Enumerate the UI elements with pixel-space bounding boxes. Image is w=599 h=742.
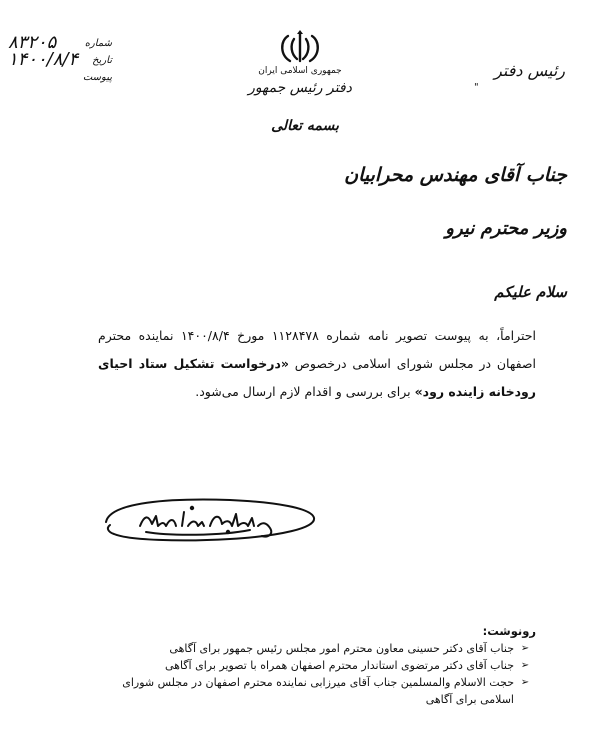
- cc-heading: رونوشت:: [482, 624, 536, 638]
- handwritten-signature: [100, 492, 320, 552]
- cc-item-text: جناب آقای دکتر مرتضوی استاندار محترم اصفهان همراه با تصویر برای آگاهی: [164, 659, 514, 672]
- arrow-bullet-icon: ➢: [520, 660, 530, 671]
- body-text-part2: برای بررسی و اقدام لازم ارسال می‌شود.: [195, 384, 415, 399]
- cc-section: [98, 624, 536, 708]
- registration-block: [4, 32, 116, 87]
- arrow-bullet-icon: ➢: [520, 677, 530, 688]
- cc-item-text: جناب آقای دکتر حسینی معاون محترم امور مجلس رئیس جمهور برای آگاهی: [169, 642, 514, 655]
- registration-date-label: تاریخ: [92, 55, 112, 66]
- letterhead-office: دفتر رئیس جمهور: [248, 80, 352, 96]
- cc-list-item: [98, 640, 536, 657]
- recipient-office-note: رئیس دفتر: [494, 61, 565, 80]
- registration-number-label: شماره: [84, 38, 112, 49]
- registration-attachment-row: [4, 70, 116, 87]
- body-subject-bold: «درخواست تشکیل ستاد احیای رودخانه زاینده رود»: [98, 356, 536, 399]
- cc-list-item: [98, 657, 536, 674]
- quote-mark: ": [474, 82, 479, 93]
- salutation: سلام علیکم: [494, 283, 567, 301]
- cc-list-item: [98, 674, 536, 708]
- addressee-name: جناب آقای مهندس محرابیان: [344, 164, 567, 186]
- registration-attachment-label: پیوست: [82, 72, 112, 83]
- arrow-bullet-icon: ➢: [520, 643, 530, 654]
- registration-date-row: [4, 49, 116, 70]
- addressee-title: وزیر محترم نیرو: [445, 218, 567, 239]
- registration-date: ۱۴۰۰/۸/۴: [8, 49, 79, 70]
- body-text-part1: احتراماً، به پیوست تصویر نامه شماره ۱۱۲۸۴۷۸ مورخ ۱۴۰۰/۸/۴ نماینده محترم اصفهان در مجلس شورای اسلامی درخصوص: [98, 328, 536, 371]
- bismillah-heading: بسمه تعالی: [271, 118, 339, 134]
- cc-item-text: حجت الاسلام والمسلمین جناب آقای میرزابی نماینده محترم اصفهان در مجلس شورای اسلامی برای آگاهی: [122, 676, 514, 706]
- iran-emblem-icon: [271, 30, 329, 66]
- registration-number: ۸۳۲۰۵: [8, 32, 57, 53]
- letterhead-republic: جمهوری اسلامی ایران: [258, 66, 342, 76]
- letter-body: [98, 322, 536, 406]
